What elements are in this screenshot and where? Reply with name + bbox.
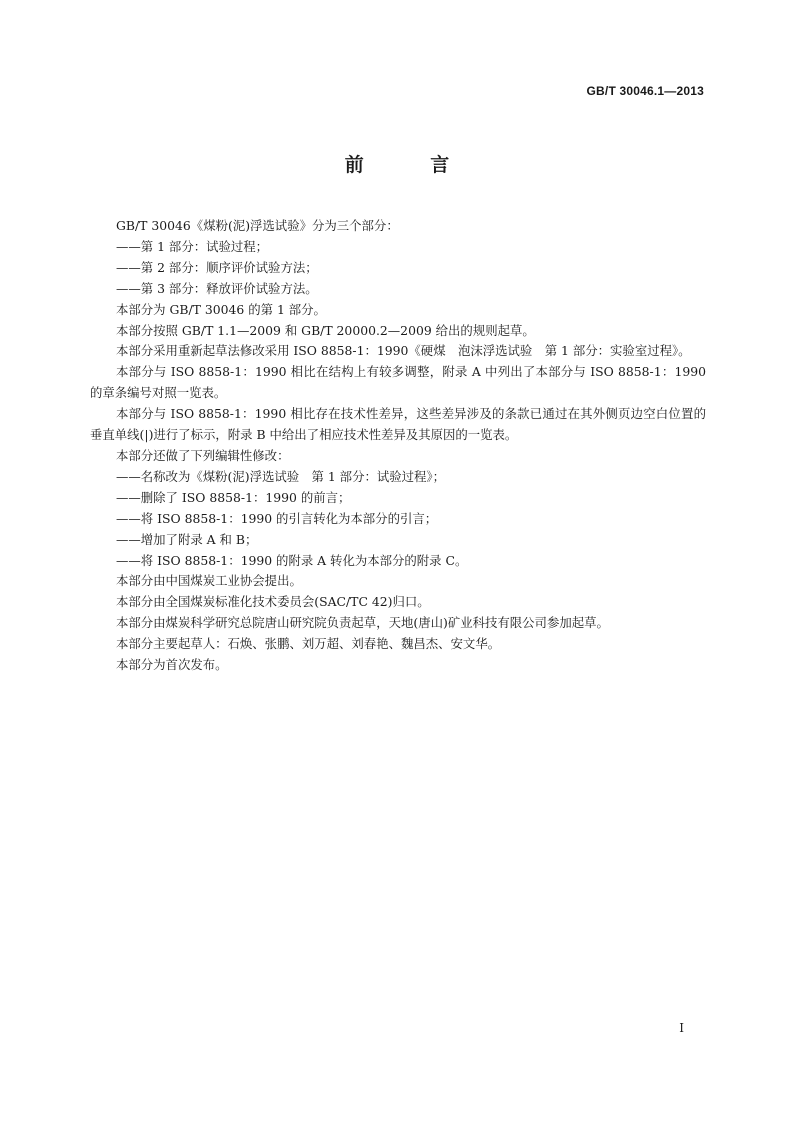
body-paragraph: 本部分由全国煤炭标准化技术委员会(SAC/TC 42)归口。 xyxy=(116,594,430,610)
body-paragraph: 本部分采用重新起草法修改采用 ISO 8858-1：1990《硬煤 泡沫浮选试验 第 1 部分：实验室过程》。 xyxy=(116,343,691,359)
page-title: 前 言 xyxy=(344,154,480,176)
edit-list-item: ——将 ISO 8858-1：1990 的引言转化为本部分的引言； xyxy=(116,510,438,526)
body-paragraph: 本部分为 GB/T 30046 的第 1 部分。 xyxy=(116,301,326,317)
edit-list-item: ——增加了附录 A 和 B； xyxy=(116,531,258,547)
part-list-item: ——第 1 部分：试验过程； xyxy=(116,238,269,254)
page-number: I xyxy=(679,1021,684,1035)
body-paragraph: 本部分主要起草人：石焕、张鹏、刘万超、刘春艳、魏昌杰、安文华。 xyxy=(116,636,501,652)
body-paragraph: 本部分由煤炭科学研究总院唐山研究院负责起草，天地(唐山)矿业科技有限公司参加起草。 xyxy=(116,615,609,631)
edit-list-item: ——删除了 ISO 8858-1：1990 的前言； xyxy=(116,489,351,505)
part-list-item: ——第 2 部分：顺序评价试验方法； xyxy=(116,259,318,275)
part-list-item: ——第 3 部分：释放评价试验方法。 xyxy=(116,280,318,296)
body-paragraph: 本部分为首次发布。 xyxy=(116,657,228,673)
intro-paragraph: GB/T 30046《煤粉(泥)浮选试验》分为三个部分： xyxy=(116,218,399,233)
body-paragraph: 本部分由中国煤炭工业协会提出。 xyxy=(116,573,302,589)
standard-code: GB/T 30046.1—2013 xyxy=(586,84,704,98)
body-paragraph: 本部分与 ISO 8858-1：1990 相比在结构上有较多调整，附录 A 中列出了本部分与 ISO 8858-1：1990 的章条编号对照一览表。 xyxy=(90,364,706,401)
body-paragraph: 本部分还做了下列编辑性修改： xyxy=(116,447,290,463)
foreword-body xyxy=(90,216,706,676)
body-paragraph: 本部分与 ISO 8858-1：1990 相比存在技术性差异，这些差异涉及的条款已通过在其外侧页边空白位置的垂直单线(|)进行了标示，附录 B 中给出了相应技术性差异及其原因的一览表。 xyxy=(90,406,706,443)
edit-list-item: ——将 ISO 8858-1：1990 的附录 A 转化为本部分的附录 C。 xyxy=(116,552,468,568)
edit-list-item: ——名称改为《煤粉(泥)浮选试验 第 1 部分：试验过程》； xyxy=(116,468,445,484)
body-paragraph: 本部分按照 GB/T 1.1—2009 和 GB/T 20000.2—2009 给出的规则起草。 xyxy=(116,322,535,338)
